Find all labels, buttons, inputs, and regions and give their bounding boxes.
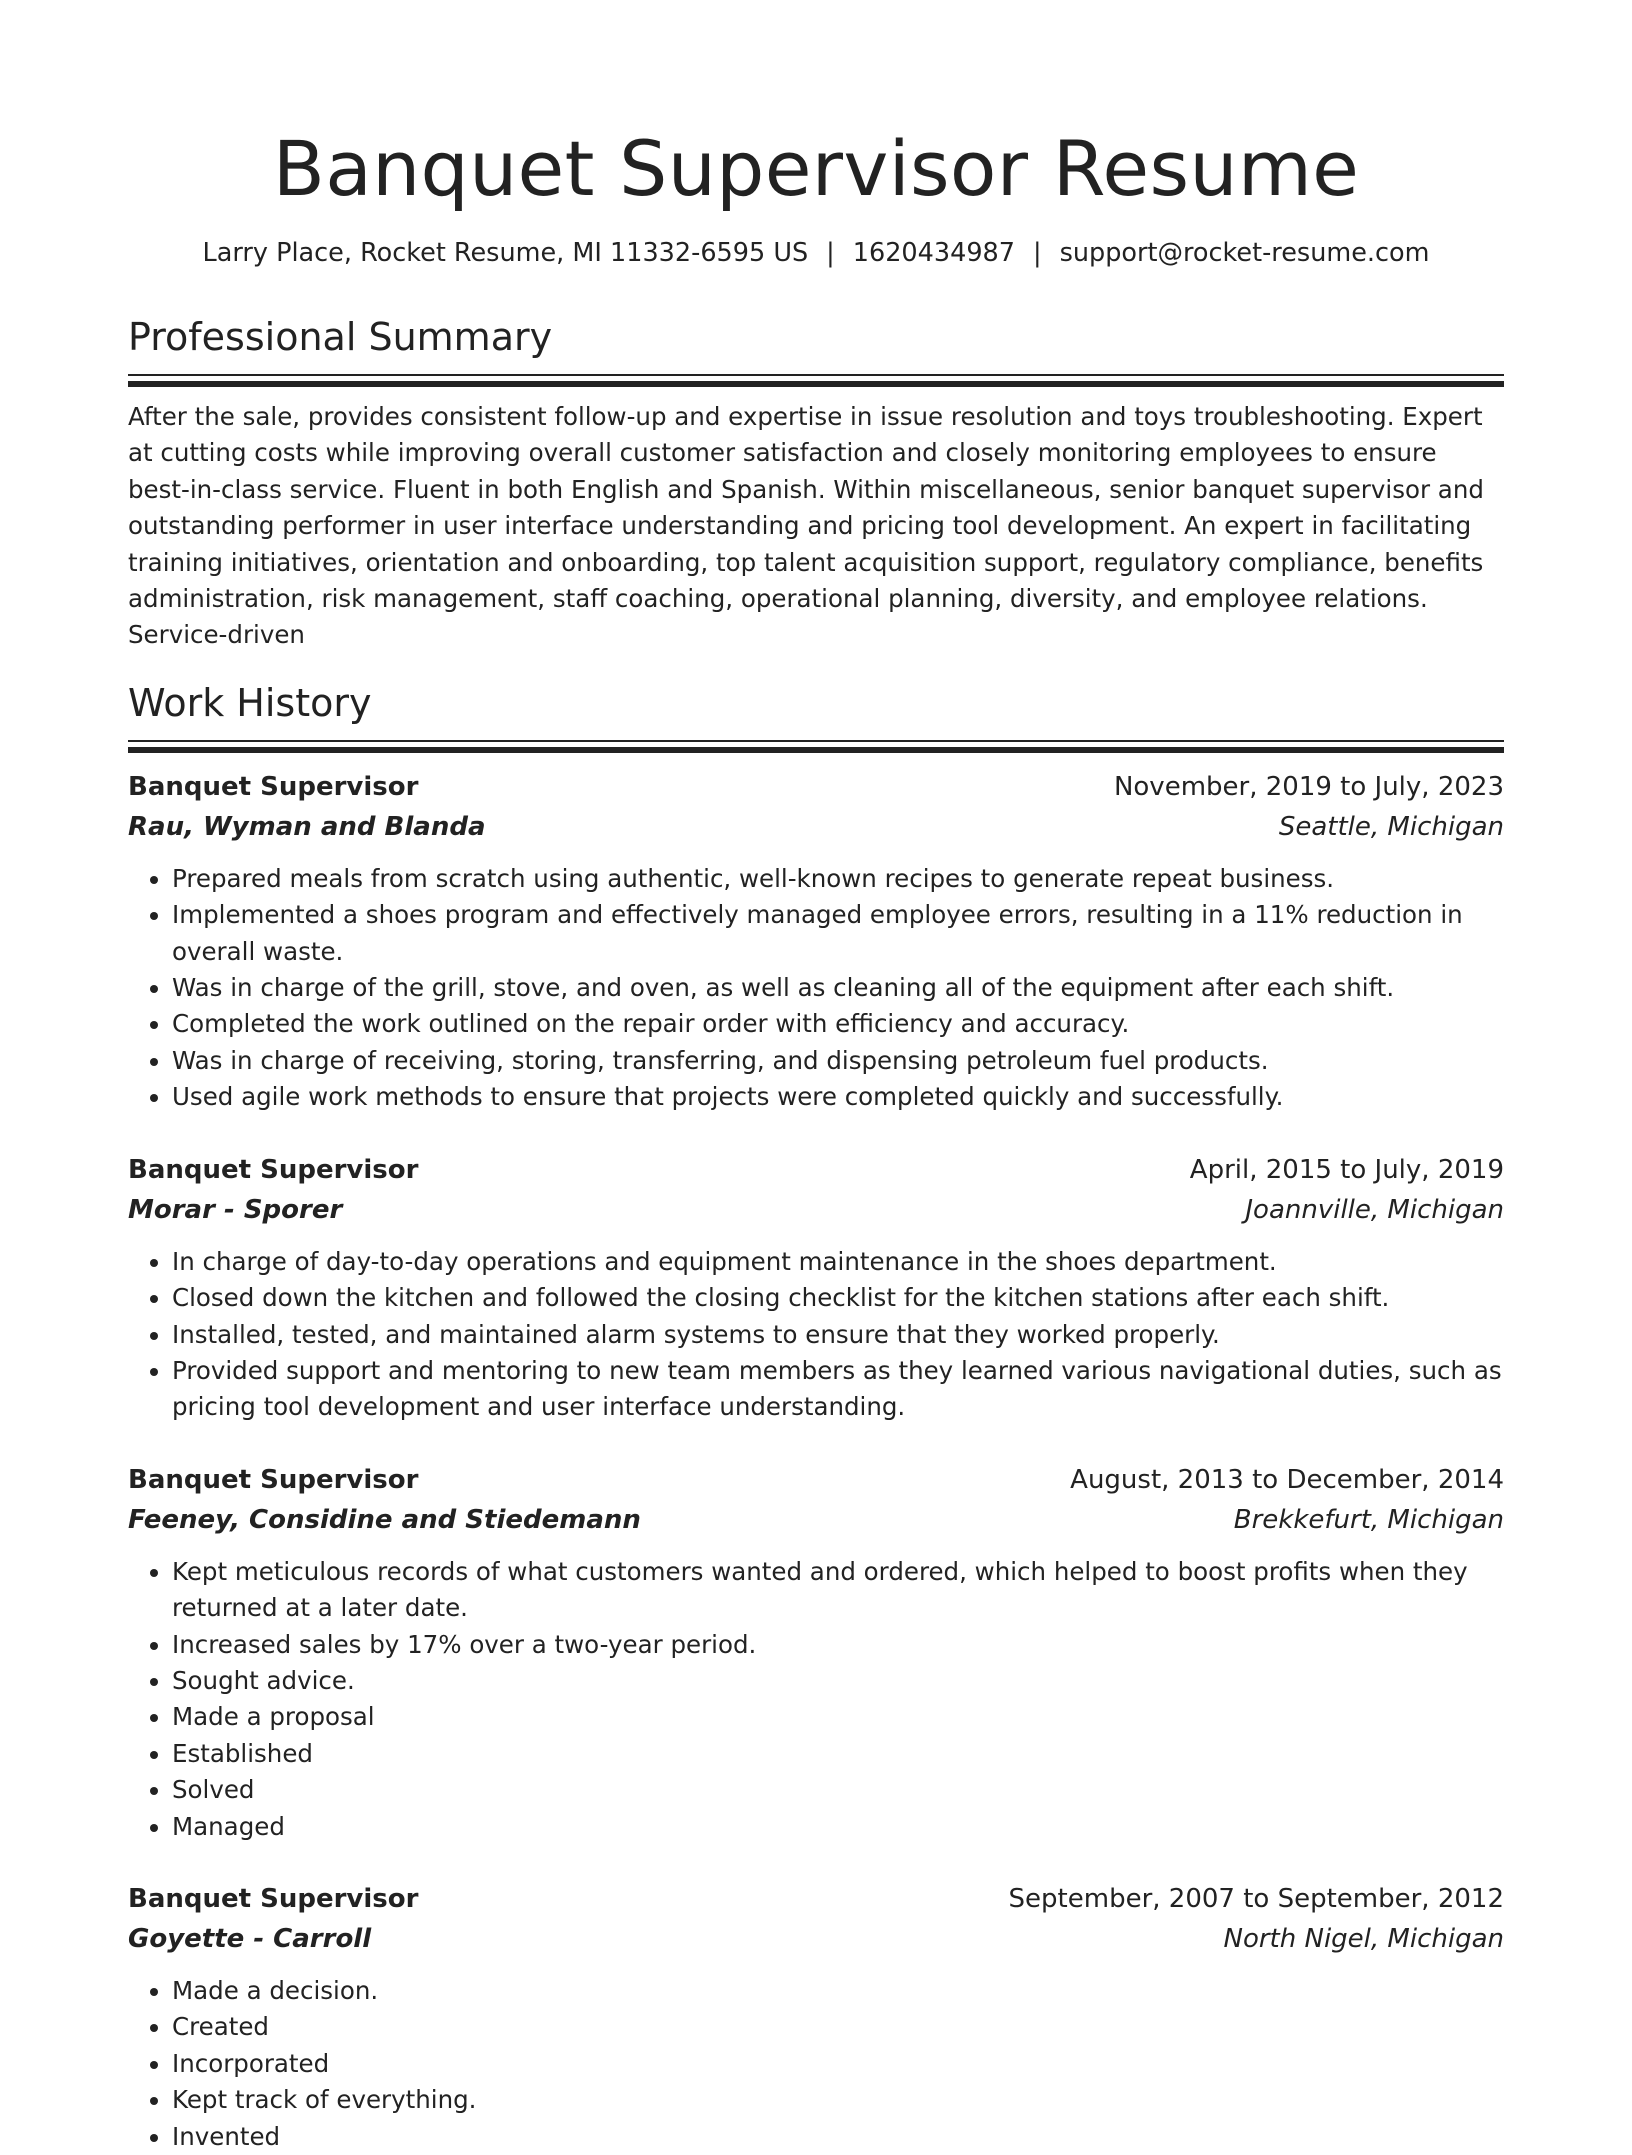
job-bullet-list (128, 1554, 1504, 1845)
job-subheader (128, 1190, 1504, 1230)
job-entry (128, 1879, 1504, 2155)
job-bullet: • Prepared meals from scratch using authentic, well-known recipes to generate repeat business. (172, 861, 1504, 897)
job-bullet-list (128, 1973, 1504, 2155)
job-title: Banquet Supervisor (128, 1154, 419, 1185)
work-history-section (128, 680, 1504, 2155)
job-location: North Nigel, Michigan (1223, 1923, 1504, 1954)
summary-text: After the sale, provides consistent follow-up and expertise in issue resolution and toys troubleshooting. Expert at cutting costs while improving overall customer satisfaction and closely monitoring employees to ensure best-in-class service. Fluent in both English and Spanish. Within miscellaneous, senior banquet supervisor and outstanding performer in user interface understanding and pricing tool development. An expert in facilitating training initiatives, orientation and onboarding, top talent acquisition support, regulatory compliance, benefits administration, risk management, staff coaching, operational planning, diversity, and employee relations. Service-driven (128, 402, 1484, 650)
job-bullet: • Used agile work methods to ensure that projects were completed quickly and successfully. (172, 1079, 1504, 1115)
job-entry (128, 1460, 1504, 1845)
job-bullet: • In charge of day-to-day operations and equipment maintenance in the shoes department. (172, 1244, 1504, 1280)
job-bullet: • Made a proposal (172, 1699, 1504, 1735)
job-bullet: • Installed, tested, and maintained alarm systems to ensure that they worked properly. (172, 1317, 1504, 1353)
job-bullet: • Completed the work outlined on the repair order with efficiency and accuracy. (172, 1006, 1504, 1042)
contact-line (128, 236, 1504, 270)
job-company: Morar - Sporer (128, 1194, 343, 1225)
job-header (128, 767, 1504, 807)
job-entry (128, 767, 1504, 1116)
job-bullet: • Incorporated (172, 2046, 1504, 2082)
contact-phone: 1620434987 (852, 238, 1016, 268)
job-bullet: • Invented (172, 2119, 1504, 2155)
job-title: Banquet Supervisor (128, 771, 419, 802)
professional-summary-section (128, 314, 1504, 654)
contact-address: Larry Place, Rocket Resume, MI 11332-6595 US (202, 238, 809, 268)
job-dates: August, 2013 to December, 2014 (1070, 1464, 1504, 1495)
job-bullet: • Established (172, 1736, 1504, 1772)
job-subheader (128, 1919, 1504, 1959)
job-subheader (128, 1500, 1504, 1540)
job-dates: September, 2007 to September, 2012 (1008, 1883, 1504, 1914)
resume-page (128, 0, 1504, 2155)
job-header (128, 1150, 1504, 1190)
contact-separator: | (826, 238, 835, 268)
job-location: Brekkefurt, Michigan (1233, 1504, 1504, 1535)
job-dates: April, 2015 to July, 2019 (1189, 1154, 1504, 1185)
job-bullet: • Sought advice. (172, 1663, 1504, 1699)
job-list (128, 767, 1504, 2155)
job-company: Rau, Wyman and Blanda (128, 811, 486, 842)
job-bullet: • Managed (172, 1809, 1504, 1845)
resume-title: Banquet Supervisor Resume (272, 124, 1360, 213)
job-bullet: • Was in charge of the grill, stove, and oven, as well as cleaning all of the equipment after each shift. (172, 970, 1504, 1006)
job-bullet: • Provided support and mentoring to new team members as they learned various navigational duties, such as pricing tool development and user interface understanding. (172, 1353, 1504, 1426)
job-bullet: • Increased sales by 17% over a two-year period. (172, 1627, 1504, 1663)
job-company: Goyette - Carroll (128, 1923, 372, 1954)
job-bullet: • Created (172, 2009, 1504, 2045)
job-location: Joannville, Michigan (1245, 1194, 1504, 1225)
job-company: Feeney, Considine and Stiedemann (128, 1504, 641, 1535)
job-bullet: • Was in charge of receiving, storing, transferring, and dispensing petroleum fuel products. (172, 1043, 1504, 1079)
job-bullet-list (128, 1244, 1504, 1426)
job-title: Banquet Supervisor (128, 1883, 419, 1914)
contact-separator: | (1033, 238, 1042, 268)
job-bullet-list (128, 861, 1504, 1116)
job-title: Banquet Supervisor (128, 1464, 419, 1495)
job-subheader (128, 807, 1504, 847)
contact-email: support@rocket-resume.com (1059, 238, 1430, 268)
job-location: Seattle, Michigan (1278, 811, 1504, 842)
job-bullet: • Solved (172, 1772, 1504, 1808)
section-heading-work: Work History (128, 680, 372, 725)
section-divider (128, 740, 1504, 745)
job-bullet: • Kept meticulous records of what customers wanted and ordered, which helped to boost profits when they returned at a later date. (172, 1554, 1504, 1627)
job-dates: November, 2019 to July, 2023 (1113, 771, 1504, 802)
section-divider (128, 374, 1504, 379)
job-bullet: • Closed down the kitchen and followed the closing checklist for the kitchen stations after each shift. (172, 1280, 1504, 1316)
job-header (128, 1879, 1504, 1919)
job-entry (128, 1150, 1504, 1426)
job-bullet: • Kept track of everything. (172, 2082, 1504, 2118)
job-bullet: • Made a decision. (172, 1973, 1504, 2009)
job-bullet: • Implemented a shoes program and effectively managed employee errors, resulting in a 11% reduction in overall waste. (172, 897, 1504, 970)
job-header (128, 1460, 1504, 1500)
section-heading-summary: Professional Summary (128, 315, 553, 359)
